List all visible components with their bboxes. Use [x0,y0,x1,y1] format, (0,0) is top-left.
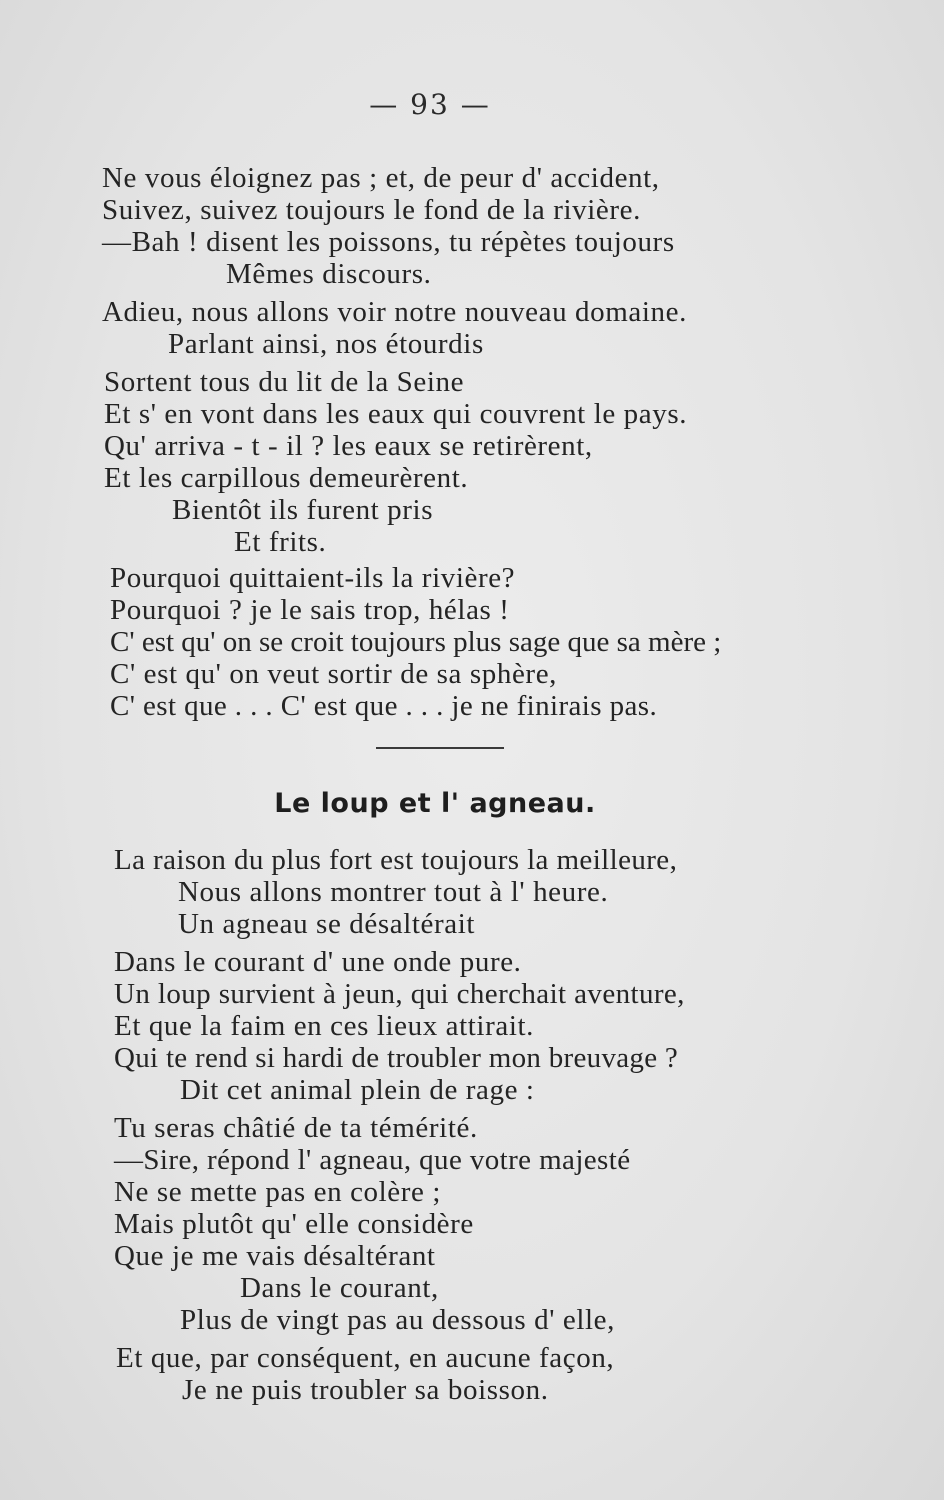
verse-line: Parlant ainsi, nos étourdis [168,328,484,360]
verse-line: Ne vous éloignez pas ; et, de peur d' accident, [102,162,660,194]
section-title: Le loup et l' agneau. [274,788,596,819]
verse-line: Qui te rend si hardi de troubler mon breuvage ? [114,1042,679,1074]
verse-line: —Bah ! disent les poissons, tu répètes toujours [102,226,675,258]
verse-line: Et que, par conséquent, en aucune façon, [116,1342,615,1374]
verse-line: Pourquoi ? je le sais trop, hélas ! [110,594,510,626]
verse-line: —Sire, répond l' agneau, que votre majesté [114,1144,631,1176]
verse-line: Tu seras châtié de ta témérité. [114,1112,478,1144]
verse-line: Un loup survient à jeun, qui cherchait aventure, [114,978,685,1010]
verse-line: Mêmes discours. [226,258,432,290]
verse-line: C' est que . . . C' est que . . . je ne finirais pas. [110,690,658,722]
verse-line: Suivez, suivez toujours le fond de la rivière. [102,194,641,226]
verse-line: Bientôt ils furent pris [172,494,434,526]
verse-line: Adieu, nous allons voir notre nouveau domaine. [102,296,687,328]
verse-line: Nous allons montrer tout à l' heure. [178,876,609,908]
verse-line: C' est qu' on se croit toujours plus sage que sa mère ; [110,626,722,658]
section-divider [376,747,504,749]
verse-line: Et s' en vont dans les eaux qui couvrent le pays. [104,398,688,430]
verse-line: Et les carpillous demeurèrent. [104,462,469,494]
verse-line: La raison du plus fort est toujours la meilleure, [114,844,678,876]
verse-line: Qu' arriva - t - il ? les eaux se retirèrent, [104,430,593,462]
page-number: — 93 — [369,88,491,121]
verse-line: C' est qu' on veut sortir de sa sphère, [110,658,558,690]
verse-line: Ne se mette pas en colère ; [114,1176,442,1208]
verse-line: Que je me vais désaltérant [114,1240,436,1272]
verse-line: Dit cet animal plein de rage : [180,1074,535,1106]
verse-line: Mais plutôt qu' elle considère [114,1208,474,1240]
verse-line: Et frits. [234,526,327,558]
verse-line: Un agneau se désaltérait [178,908,476,940]
verse-line: Sortent tous du lit de la Seine [104,366,465,398]
verse-line: Dans le courant d' une onde pure. [114,946,522,978]
verse-line: Et que la faim en ces lieux attirait. [114,1010,534,1042]
verse-line: Plus de vingt pas au dessous d' elle, [180,1304,615,1336]
verse-line: Je ne puis troubler sa boisson. [182,1374,549,1406]
verse-line: Pourquoi quittaient-ils la rivière? [110,562,516,594]
verse-line: Dans le courant, [240,1272,439,1304]
